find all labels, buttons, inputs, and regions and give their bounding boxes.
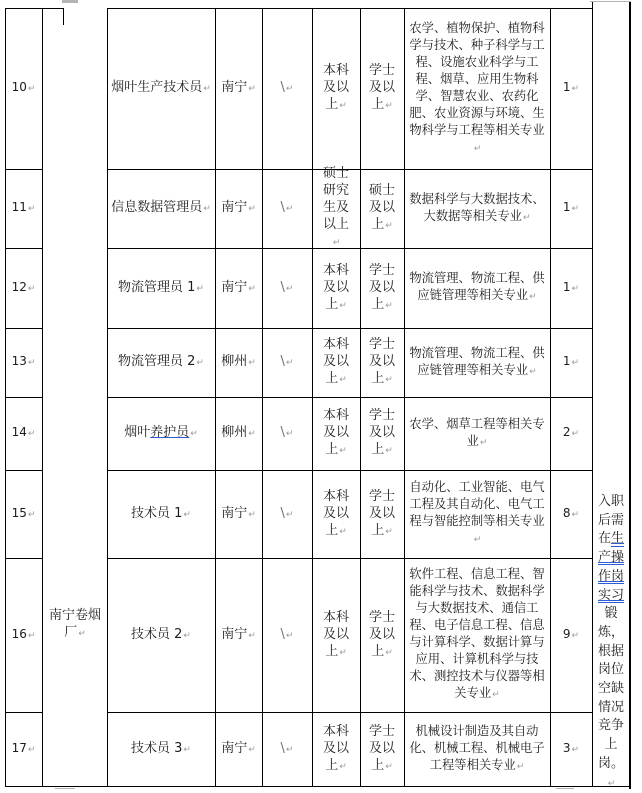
headcount: 3 (562, 741, 571, 755)
formatting-mark: ↵ (516, 762, 525, 772)
position-cell[interactable] (108, 397, 214, 470)
formatting-mark: ↵ (27, 429, 36, 439)
formatting-mark: ↵ (248, 283, 256, 294)
education-cell[interactable] (313, 712, 359, 787)
majors: 物流管理、物流工程、供应链管理等相关专业 (409, 345, 545, 377)
formatting-mark: ↵ (529, 366, 537, 377)
city-cell[interactable] (216, 712, 261, 787)
formatting-mark: ↵ (248, 509, 256, 520)
city-cell[interactable] (216, 470, 261, 558)
formatting-mark: ↵ (385, 647, 393, 658)
headcount: 2 (562, 425, 571, 439)
education-cell[interactable] (313, 558, 359, 712)
majors: 农学、烟草工程等相关专业 (409, 416, 545, 448)
degree-cell[interactable] (361, 712, 403, 787)
table-border (42, 8, 43, 787)
position-name: 技术员 1 (131, 505, 183, 521)
formatting-mark: ↵ (385, 446, 393, 456)
formatting-mark: ↵ (571, 358, 580, 368)
cropped-content-fragment (590, 1, 631, 2)
headcount: 1 (562, 80, 571, 94)
slash-cell[interactable] (263, 712, 311, 787)
majors: 自动化、工业智能、电气工程及其自动化、电气工程与智能控制等相关专业 (409, 480, 545, 528)
position-name: 物流管理员 2 (118, 354, 196, 369)
slash-cell[interactable] (263, 328, 311, 397)
count-cell[interactable] (551, 328, 591, 397)
degree-cell[interactable] (361, 558, 403, 712)
count-cell[interactable] (551, 169, 591, 248)
slash-cell[interactable] (263, 470, 311, 558)
formatting-mark: ↵ (183, 745, 191, 755)
row-number-cell[interactable] (5, 248, 42, 328)
education: 本科及以上 (322, 609, 349, 659)
majors-cell[interactable] (405, 248, 549, 328)
formatting-mark: ↵ (529, 292, 537, 302)
row-number-cell[interactable] (5, 169, 42, 248)
row-number: 12 (11, 279, 27, 294)
row-number-cell[interactable] (5, 8, 42, 169)
formatting-mark: ↵ (203, 84, 211, 94)
slash-placeholder: \ (280, 425, 285, 440)
remark-text-underlined: 生产操作岗实习 (597, 531, 625, 603)
majors: 物流管理、物流工程、供应链管理等相关专业 (409, 271, 545, 302)
formatting-mark: ↵ (203, 204, 211, 214)
count-cell[interactable] (551, 8, 591, 169)
cropped-content-fragment (62, 0, 78, 3)
formatting-mark: ↵ (285, 429, 294, 439)
majors-cell[interactable] (405, 169, 549, 248)
count-cell[interactable] (551, 470, 591, 558)
city-cell[interactable] (216, 248, 261, 328)
degree: 学士及以上 (368, 609, 395, 659)
education-cell[interactable] (313, 397, 359, 470)
degree-cell[interactable] (361, 397, 403, 470)
education-cell[interactable] (313, 8, 359, 169)
formatting-mark: ↵ (183, 509, 191, 520)
degree-cell[interactable] (361, 470, 403, 558)
education: 本科及以上 (322, 337, 349, 386)
formatting-mark: ↵ (27, 509, 36, 520)
slash-cell[interactable] (263, 169, 311, 248)
education-cell[interactable] (313, 470, 359, 558)
formatting-mark: ↵ (571, 204, 580, 214)
slash-cell[interactable] (263, 397, 311, 470)
count-cell[interactable] (551, 248, 591, 328)
headcount: 8 (562, 505, 571, 520)
education-cell[interactable] (313, 166, 359, 248)
formatting-mark: ↵ (196, 358, 204, 368)
row-number-cell[interactable] (5, 470, 42, 558)
formatting-mark: ↵ (248, 630, 256, 641)
position-name: 信息数据管理员 (111, 200, 203, 215)
row-number-cell[interactable] (5, 712, 42, 787)
formatting-mark: ↵ (78, 629, 86, 639)
degree-cell[interactable] (361, 328, 403, 397)
slash-placeholder: \ (280, 279, 285, 295)
slash-placeholder: \ (280, 80, 285, 95)
degree: 硕士及以上 (368, 183, 395, 232)
formatting-mark: ↵ (248, 358, 256, 368)
city: 南宁 (221, 200, 248, 215)
formatting-mark: ↵ (248, 204, 256, 214)
formatting-mark: ↵ (285, 745, 294, 755)
row-number-cell[interactable] (5, 328, 42, 397)
position-name: 技术员 2 (131, 626, 183, 642)
company-name: 南宁卷烟厂 (48, 608, 101, 640)
formatting-mark: ↵ (492, 690, 500, 700)
slash-placeholder: \ (280, 354, 285, 369)
formatting-mark: ↵ (285, 283, 294, 294)
education: 硕士研究生及以上 (322, 166, 349, 232)
formatting-mark: ↵ (571, 745, 580, 755)
degree: 学士及以上 (368, 262, 395, 312)
table-border (63, 8, 64, 25)
formatting-mark: ↵ (285, 509, 294, 520)
education: 本科及以上 (322, 488, 349, 538)
table-border (592, 2, 593, 787)
table-border (629, 2, 631, 789)
formatting-mark: ↵ (27, 630, 36, 641)
formatting-mark: ↵ (339, 446, 347, 456)
formatting-mark: ↵ (27, 84, 36, 94)
degree: 学士及以上 (368, 724, 395, 773)
row-number: 13 (11, 354, 27, 368)
formatting-mark: ↵ (339, 647, 347, 658)
formatting-mark: ↵ (571, 283, 580, 294)
formatting-mark: ↵ (27, 358, 36, 368)
formatting-mark: ↵ (248, 84, 256, 94)
degree-cell[interactable] (361, 8, 403, 169)
position-cell[interactable] (108, 328, 214, 397)
slash-placeholder: \ (280, 741, 285, 756)
formatting-mark: ↵ (339, 526, 347, 537)
position-cell[interactable] (108, 712, 214, 787)
degree: 学士及以上 (368, 408, 395, 457)
majors: 农学、植物保护、植物科学与技术、种子科学与工程、设施农业科学与工程、烟草、应用生物科学、智慧农业、农药化肥、农业资源与环境、生物科学与工程等相关专业 (409, 20, 545, 137)
formatting-mark: ↵ (285, 204, 294, 214)
formatting-mark: ↵ (196, 283, 204, 294)
row-number: 14 (11, 425, 27, 439)
count-cell[interactable] (551, 397, 591, 470)
city-cell[interactable] (216, 558, 261, 712)
formatting-mark: ↵ (285, 358, 294, 368)
city-cell[interactable] (216, 328, 261, 397)
degree: 学士及以上 (368, 488, 395, 538)
row-number: 10 (11, 80, 27, 94)
headcount: 1 (562, 354, 571, 368)
education-cell[interactable] (313, 328, 359, 397)
formatting-mark: ↵ (385, 375, 393, 385)
formatting-mark: ↵ (607, 778, 616, 789)
position-name: 技术员 3 (131, 741, 183, 756)
position-name-underlined: 养护员 (150, 425, 190, 440)
formatting-mark: ↵ (385, 101, 393, 111)
slash-placeholder: \ (280, 200, 285, 215)
position-cell[interactable] (108, 169, 214, 248)
formatting-mark: ↵ (479, 437, 488, 448)
education: 本科及以上 (322, 724, 349, 773)
city: 南宁 (221, 741, 248, 756)
formatting-mark: ↵ (571, 84, 580, 94)
formatting-mark: ↵ (285, 84, 294, 94)
row-number: 16 (11, 626, 27, 641)
position-name: 物流管理员 1 (118, 279, 196, 295)
city: 南宁 (221, 626, 248, 642)
majors: 数据科学与大数据技术、大数据等相关专业 (409, 191, 545, 223)
formatting-mark: ↵ (522, 212, 531, 223)
formatting-mark: ↵ (332, 238, 341, 248)
majors-cell[interactable] (405, 470, 549, 558)
headcount: 1 (562, 279, 571, 294)
city-cell[interactable] (216, 397, 261, 470)
city: 柳州 (221, 354, 248, 369)
formatting-mark: ↵ (385, 526, 393, 537)
city: 柳州 (221, 425, 248, 440)
formatting-mark: ↵ (571, 509, 580, 520)
majors-cell[interactable] (405, 8, 549, 169)
position-name: 烟叶生产技术员 (111, 80, 203, 95)
formatting-mark: ↵ (339, 375, 347, 385)
position-cell[interactable] (108, 8, 214, 169)
degree-cell[interactable] (361, 248, 403, 328)
formatting-mark: ↵ (27, 745, 36, 755)
formatting-mark: ↵ (571, 429, 580, 439)
position-cell[interactable] (108, 470, 214, 558)
formatting-mark: ↵ (248, 429, 256, 439)
formatting-mark: ↵ (385, 221, 393, 231)
slash-cell[interactable] (263, 8, 311, 169)
city-cell[interactable] (216, 169, 261, 248)
education: 本科及以上 (322, 63, 349, 112)
slash-placeholder: \ (280, 626, 285, 642)
row-number: 15 (11, 505, 27, 520)
formatting-mark: ↵ (190, 429, 198, 439)
formatting-mark: ↵ (248, 745, 256, 755)
majors-cell[interactable] (405, 397, 549, 470)
slash-cell[interactable] (263, 558, 311, 712)
education-cell[interactable] (313, 248, 359, 328)
formatting-mark: ↵ (339, 101, 347, 111)
degree: 学士及以上 (368, 337, 395, 386)
formatting-mark: ↵ (27, 204, 36, 214)
position-name: 烟叶 (124, 425, 151, 440)
formatting-mark: ↵ (27, 283, 36, 294)
formatting-mark: ↵ (285, 630, 294, 641)
remark-text: 入职后需在 (597, 494, 624, 547)
city: 南宁 (221, 505, 248, 521)
degree-cell[interactable] (361, 169, 403, 248)
formatting-mark: ↵ (183, 630, 191, 641)
position-cell[interactable] (108, 248, 214, 328)
slash-placeholder: \ (280, 505, 285, 521)
formatting-mark: ↵ (473, 535, 482, 545)
row-number-cell[interactable] (5, 558, 42, 712)
education: 本科及以上 (322, 262, 349, 312)
formatting-mark: ↵ (385, 762, 393, 772)
majors: 机械设计制造及其自动化、机械工程、机械电子工程等相关专业 (409, 724, 545, 772)
majors: 软件工程、信息工程、智能科学与技术、数据科学与大数据技术、通信工程、电子信息工程、信息与计算科学、数据计算与应用、计算机科学与技术、测控技术与仪器等相关专业 (409, 567, 545, 700)
majors-cell[interactable] (405, 328, 549, 397)
formatting-mark: ↵ (385, 300, 393, 311)
formatting-mark: ↵ (339, 300, 347, 311)
remark-cell[interactable] (595, 493, 627, 793)
formatting-mark: ↵ (473, 143, 482, 154)
position-cell[interactable] (108, 558, 214, 712)
slash-cell[interactable] (263, 248, 311, 328)
remark-text: 锻炼，根据岗位空缺情况竞争上岗。 (597, 606, 624, 771)
city: 南宁 (221, 80, 248, 95)
headcount: 1 (562, 200, 571, 214)
headcount: 9 (562, 626, 571, 641)
count-cell[interactable] (551, 558, 591, 712)
city: 南宁 (221, 279, 248, 295)
row-number: 11 (11, 200, 27, 214)
formatting-mark: ↵ (571, 630, 580, 641)
degree: 学士及以上 (368, 63, 395, 112)
row-number: 17 (11, 741, 27, 755)
count-cell[interactable] (551, 712, 591, 787)
city-cell[interactable] (216, 8, 261, 169)
formatting-mark: ↵ (339, 762, 347, 772)
row-number-cell[interactable] (5, 397, 42, 470)
education: 本科及以上 (322, 408, 349, 457)
majors-cell[interactable] (405, 712, 549, 787)
majors-cell[interactable] (405, 558, 549, 712)
company-name-cell[interactable] (43, 607, 107, 643)
